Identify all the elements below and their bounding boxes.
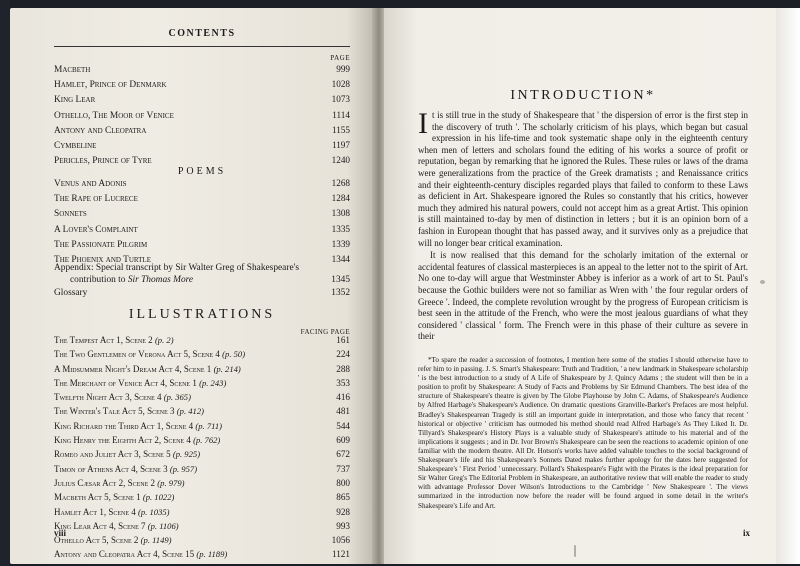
toc-page: 1308 [331, 208, 350, 219]
illustration-title: Twelfth Night Act 3, Scene 4 [54, 392, 164, 403]
toc-title: Othello, The Moor of Venice [54, 110, 174, 121]
toc-entry [54, 77, 350, 92]
illustration-entry [54, 362, 350, 376]
illustration-entry [54, 533, 350, 547]
illustration-title: Macbeth Act 5, Scene 1 [54, 492, 143, 503]
illustration-page: 609 [336, 435, 350, 446]
appendix-italic: Sir Thomas More [127, 275, 194, 285]
illustration-page: 928 [336, 506, 350, 517]
illustration-page: 481 [336, 406, 350, 417]
toc-title: Macbeth [54, 65, 91, 75]
appendix-page: 1345 [331, 275, 350, 285]
illustration-ref: (p. 957) [169, 463, 198, 474]
illustrations-list [54, 333, 350, 562]
illustration-ref: (p. 50) [222, 349, 246, 360]
illustration-entry [54, 347, 350, 361]
toc-entry [54, 92, 350, 107]
poems-heading: POEMS [177, 166, 227, 177]
ink-spot [760, 280, 765, 284]
footnote-text: *To spare the reader a succession of footnotes, I mention here some of the studies I should otherwise have to refer him to in passing. J. S. Smart's Shakespeare: Truth and Tradition, ' a new landmark in Shakespeare scholarship ' is the best introduction to a study of A Life of Shakespeare by J. Quincy Adams ; the student will then be in a position to profit by Shakespeare: A Study of Facts and Problems by Sir Edmund Chambers. The best idea of the structure of Shakespeare's theatre is given by The Globe Playhouse by John C. Adams, of Shakespeare's Audience by Alfred Harbage's Shakespeare's Audience. On dramatic questions Granville-Barker's Prefaces are most helpful. Bradley's Shakespearean Tragedy is still an important guide in interpretation, and those who fancy that recent ' historical or objective ' criticism has outmoded his method should read Alfred Harbage's As They Liked It. Dr. Tillyard's Shakespeare's History Plays is a valuable study of Shakespeare's attitude to his material and of the implications it suggests ; and in Dr. Ivor Brown's Shakespeare can be seen the reactions to academic opinion of one familiar with the modern theatre. All Dr. Hotson's works have added valuable touches to the social background of Shakespeare's life and his Shakespeare's Sonnets Dated makes further apology for the dates here suggested for Shakespeare's ' First Period ' unnecessary. Pollard's Shakespeare's Fight with the Pirates is the ideal preparation for Sir Walter Greg's The Editorial Problem in Shakespeare, an authoritative review that will enable the reader to study with advantage Professor Dover Wilson's Introductions to the Cambridge ' New Shakespeare '. The views summarized in the introduction now before the reader will be found argued in some detail in the writer's Shakespeare's Life and Art. [418, 356, 748, 510]
illustration-page: 288 [336, 363, 350, 374]
toc-entry [54, 237, 350, 252]
toc-page: 1268 [331, 178, 350, 188]
introduction-title: INTRODUCTION* [510, 88, 656, 103]
illustration-ref: (p. 762) [193, 435, 221, 446]
ink-mark [574, 545, 576, 557]
toc-page: 1197 [331, 140, 350, 151]
illustration-title: King Lear Act 4, Scene 7 [54, 520, 148, 531]
paragraph: It is now realised that this demand for the scholarly imitation of the external or accidental features of classical masterpieces is an appeal to the letter not to the spirit of Art. No one to-day will argue that Westminster Abbey is inferior as a work of art to St. Paul's because the Gothic builders were not so familiar as Wren with ' the four regular orders of Greece '. Indeed, the complete revolution wrought by the progress of European criticism is best seen in the attitude of the French, who were the most jealous guardians of what they considered ' classical ' form. The French were in this phase of their culture as severe in their [418, 250, 748, 342]
toc-entry [54, 206, 350, 221]
toc-entry [54, 222, 350, 237]
toc-page: 1114 [332, 109, 350, 120]
toc-entry [54, 176, 350, 191]
illustration-title: Timon of Athens Act 4, Scene 3 [54, 463, 170, 474]
illustrations-heading: ILLUSTRATIONS [128, 307, 276, 322]
toc-entry [54, 62, 350, 77]
illustration-title: A Midsummer Night's Dream Act 4, Scene 1 [54, 363, 214, 374]
appendix-entry [54, 262, 350, 286]
illustration-page: 416 [336, 392, 350, 403]
illustration-ref: (p. 1189) [196, 549, 228, 560]
toc-page: 1344 [331, 254, 350, 265]
illustration-page: 161 [336, 335, 350, 345]
toc-title: Hamlet, Prince of Denmark [54, 80, 167, 91]
toc-page: 1155 [331, 124, 350, 135]
glossary-title: Glossary [54, 288, 88, 298]
drop-cap: I [418, 107, 428, 140]
illustration-ref: (p. 1149) [140, 535, 172, 546]
toc-title: Pericles, Prince of Tyre [54, 156, 152, 167]
appendix-line: contribution to [70, 275, 128, 285]
page-edge [776, 8, 800, 564]
illustration-entry [54, 390, 350, 404]
illustration-page: 672 [336, 449, 350, 460]
illustration-page: 544 [336, 420, 350, 431]
toc-title: Antony and Cleopatra [54, 125, 147, 136]
illustration-page: 224 [336, 349, 350, 360]
illustration-entry [54, 433, 350, 447]
illustration-page: 353 [336, 377, 350, 388]
toc-entry [54, 191, 350, 206]
illustration-entry [54, 376, 350, 390]
toc-title: The Phoenix and Turtle [54, 255, 151, 266]
illustration-page: 1121 [331, 549, 350, 560]
illustration-page: 737 [336, 463, 350, 474]
toc-title: Sonnets [54, 209, 87, 220]
illustration-title: Hamlet Act 1, Scene 4 [54, 506, 139, 517]
illustration-page: 865 [336, 492, 350, 503]
contents-heading: CONTENTS [168, 28, 236, 39]
toc-title: The Passionate Pilgrim [54, 239, 148, 250]
toc-page: 1335 [331, 223, 350, 234]
illustration-ref: (p. 214) [213, 363, 241, 374]
illustration-title: The Tempest Act 1, Scene 2 [54, 335, 155, 345]
illustration-title: Romeo and Juliet Act 3, Scene 5 [54, 449, 173, 460]
page-column-label: PAGE [330, 54, 350, 62]
toc-title: Cymbeline [54, 141, 97, 152]
illustration-ref: (p. 979) [157, 477, 185, 488]
illustration-title: The Two Gentlemen of Verona Act 5, Scene 4 [54, 349, 223, 360]
illustration-entry [54, 447, 350, 461]
illustration-page: 800 [336, 477, 350, 488]
toc-page: 1339 [331, 238, 350, 249]
illustration-ref: (p. 925) [172, 449, 201, 460]
illustration-entry [54, 505, 350, 519]
illustration-page: 1056 [331, 535, 350, 546]
illustration-entry [54, 462, 350, 476]
illustration-title: The Winter's Tale Act 5, Scene 3 [54, 406, 177, 417]
toc-title: King Lear [54, 95, 96, 106]
illustration-ref: (p. 243) [199, 377, 227, 388]
illustration-title: King Richard the Third Act 1, Scene 4 [54, 420, 196, 431]
contents-rule [54, 46, 350, 47]
toc-title: Venus and Adonis [54, 179, 127, 189]
illustration-ref: (p. 711) [195, 420, 222, 431]
illustration-entry [54, 476, 350, 490]
illustration-title: Othello Act 5, Scene 2 [54, 535, 141, 546]
toc-page: 1284 [331, 193, 350, 204]
illustration-ref: (p. 1022) [142, 492, 175, 503]
toc-page: 1073 [331, 94, 350, 105]
illustration-entry [54, 333, 350, 347]
illustration-title: The Merchant of Venice Act 4, Scene 1 [54, 377, 200, 388]
illustration-ref: (p. 412) [176, 406, 205, 417]
toc-title: A Lover's Complaint [54, 224, 138, 235]
illustration-ref: (p. 1106) [147, 520, 179, 531]
illustration-page: 993 [336, 520, 350, 531]
illustration-title: King Henry the Eighth Act 2, Scene 4 [54, 435, 194, 446]
toc-page: 1240 [331, 155, 350, 166]
paragraph [418, 107, 748, 249]
illustration-entry [54, 490, 350, 504]
toc-entry [54, 138, 350, 153]
page-number-left: viii [54, 528, 67, 538]
glossary-entry [54, 288, 350, 298]
introduction-body [418, 107, 748, 344]
illustration-entry [54, 519, 350, 533]
toc-entry [54, 123, 350, 138]
illustration-ref: (p. 2) [154, 335, 174, 345]
toc-title: The Rape of Lucrece [54, 194, 138, 205]
toc-page: 1028 [331, 79, 350, 90]
facing-page-label: FACING PAGE [300, 328, 350, 336]
illustration-entry [54, 404, 350, 418]
footnote [418, 356, 748, 511]
toc-entry [54, 108, 350, 123]
illustration-title: Antony and Cleopatra Act 4, Scene 15 [54, 549, 197, 560]
book-cover-edge [0, 0, 10, 566]
illustration-title: Julius Cæsar Act 2, Scene 2 [54, 477, 158, 488]
illustration-entry [54, 547, 350, 561]
glossary-page: 1352 [331, 288, 350, 298]
page-number-right: ix [742, 528, 750, 538]
illustration-entry [54, 419, 350, 433]
toc-page: 999 [336, 64, 350, 74]
illustration-ref: (p. 1035) [138, 506, 170, 517]
poems-list [54, 176, 350, 267]
plays-list [54, 62, 350, 168]
paragraph-text: t is still true in the study of Shakespeare that ' the dispersion of error is the first step in the discovery of truth '. The scholarly criticism of his plays, which began but casual expression in his life-time and took systematic shape only in the eighteenth century when men of letters and scholars found the editing of his works a source of profit or reputation, began by remarking that he ignored the Rules. These rules or laws of the drama were generalizations from the practice of the Greek dramatists ; and Renaissance critics and their eighteenth-century disciples regarded plays that failed to conform to these Laws as deficient in Art. Shakespeare ignored the Rules so constantly that his critics, however much they admired his natural powers, could not accept him as a great Artist. This opinion is still maintained to-day by men of distinction in letters ; but it is an opinion born of a fashion in European thought that has passed away, and it survives only as a prejudice that will no longer bear critical examination. [418, 110, 748, 248]
appendix-line: Appendix: Special transcript by Sir Walter Greg of Shakespeare's [54, 263, 299, 273]
illustration-ref: (p. 365) [163, 392, 191, 403]
